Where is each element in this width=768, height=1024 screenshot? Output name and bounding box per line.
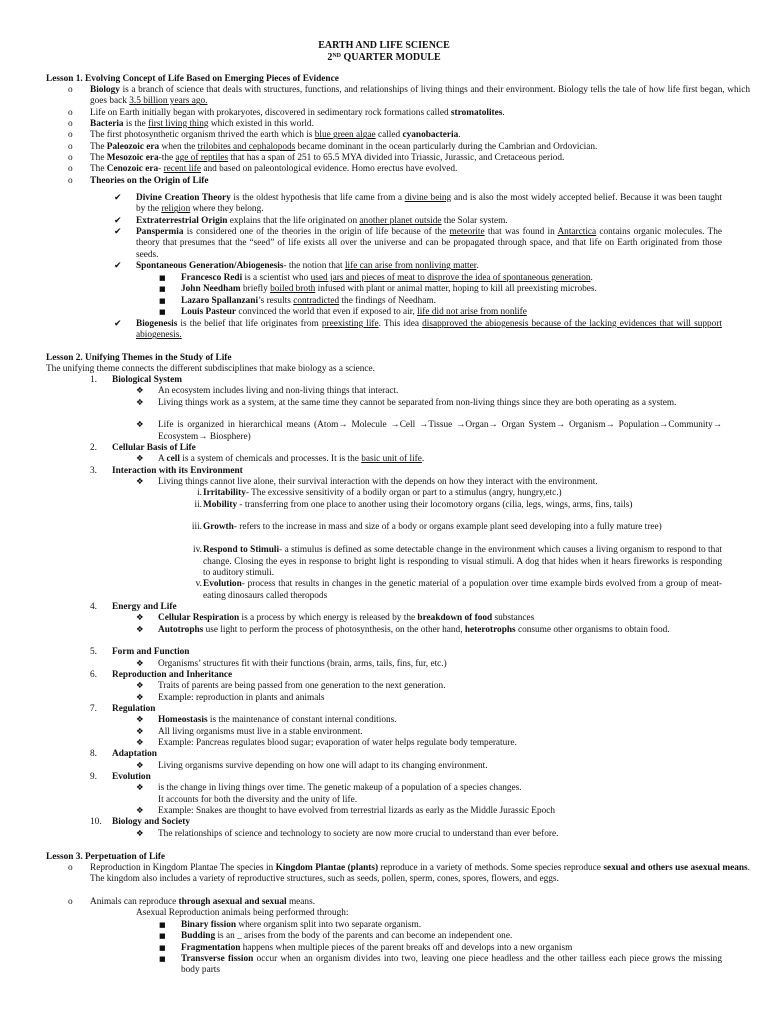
list-item: ❖ Cellular Respiration is a process by which energy is released by the breakdown of food substances: [136, 613, 535, 624]
list-item: [68, 85, 750, 108]
list-item: ❖ Living things work as a system, at the same time they cannot be separated from non-living things since they are both operating as a system.: [136, 397, 677, 408]
list-item: ❖ Living organisms survive depending on how one will adapt to its changing environment.: [136, 760, 488, 771]
list-item-text: Biogenesis is the belief that life originates from preexisting life. This idea disapproved the abiogenesis because of the lacking evidences that will support abiogenesis.: [136, 319, 722, 341]
list-item: ❖ Living things cannot live alone, their survival interaction with the depends on how they interact with the environment.: [136, 477, 598, 488]
list-item: i. Irritability- The excessive sensitivity of a bodily organ or part to a stimulus (angry, hungry,etc.): [197, 488, 562, 499]
list-item: [68, 119, 750, 130]
diamond-bullet-icon: ❖: [136, 613, 144, 624]
list-item: ❖ is the change in living things over time. The genetic makeup of a population of a species changes. It accounts for both the diversity and the unity of life.: [136, 783, 522, 805]
circle-bullet-icon: o: [68, 119, 73, 130]
diamond-bullet-icon: ❖: [136, 681, 144, 692]
theme-heading: 1. Biological System: [90, 375, 182, 385]
lesson2-themes: [90, 375, 750, 840]
list-item: ❖ Autotrophs use light to perform the process of photosynthesis, on the other hand, heterotrophs consume other organisms to obtain food.: [136, 624, 670, 635]
diamond-bullet-icon: ❖: [136, 454, 144, 465]
theme-heading: 6. Reproduction and Inheritance: [90, 669, 233, 680]
diamond-bullet-icon: ❖: [136, 692, 144, 703]
list-item: [159, 273, 722, 284]
list-item-text: The Cenozoic era- recent life and based on paleontological evidence. Homo erectus have evolved.: [90, 164, 458, 175]
circle-bullet-icon: o: [68, 85, 73, 95]
theme-heading: 5. Form and Function: [90, 647, 190, 658]
list-item: ■ Binary fission where organism split into two separate organism.: [159, 920, 422, 930]
circle-bullet-icon: o: [68, 107, 73, 118]
list-item: ❖ The relationships of science and technology to society are now more crucial to understand than ever before.: [136, 828, 559, 839]
theme-heading: 10. Biology and Society: [90, 817, 190, 828]
asexual-intro: Asexual Reproduction animals being performed through:: [136, 908, 349, 919]
list-item: [68, 130, 750, 141]
diamond-bullet-icon: ❖: [136, 386, 144, 397]
checkmark-icon: ✔: [114, 261, 122, 272]
list-item: ■ Fragmentation happens when multiple pieces of the parent breaks off and develops into a new organism: [159, 942, 573, 953]
theories-heading: Theories on the Origin of Life: [90, 175, 209, 186]
biogenesis-item: [114, 319, 722, 342]
list-item-text: Panspermia is considered one of the theories in the origin of life because of the meteorite that was found in Antarctica contains organic molecules. The theory that presumes that the “seed” of life exists all over the universe and can be propagated through space, and that life on Earth originated from those seeds.: [136, 227, 722, 260]
list-item: [114, 227, 722, 261]
square-bullet-icon: ■: [159, 296, 166, 305]
list-item: [68, 164, 750, 175]
list-item: ❖ Organisms’ structures fit with their functions (brain, arms, tails, fins, fur, etc.): [136, 658, 447, 669]
list-item-text: The first photosynthetic organism thrived the earth which is blue green algae called cyanobacteria.: [90, 130, 461, 141]
list-item-text: Lazaro Spallanzani’s results contradicted the findings of Needham.: [181, 295, 436, 306]
list-item: ❖ Traits of parents are being passed from one generation to the next generation.: [136, 681, 446, 692]
list-item: [68, 142, 750, 153]
lesson2-heading: Lesson 2. Unifying Themes in the Study of Life: [46, 353, 232, 363]
list-item: ❖ An ecosystem includes living and non-living things that interact.: [136, 386, 399, 397]
diamond-bullet-icon: ❖: [136, 624, 144, 635]
list-item: [114, 319, 722, 342]
list-item: ❖ Life is organized in hierarchical means (Atom→ Molecule →Cell →Tissue →Organ→ Organ System→ Organism→ Population→Community→ Ecosystem→ Biosphere): [136, 420, 722, 442]
diamond-bullet-icon: ❖: [136, 760, 144, 771]
square-bullet-icon: ■: [159, 274, 166, 282]
diamond-bullet-icon: ❖: [136, 806, 144, 817]
theme-heading: 4. Energy and Life: [90, 601, 177, 612]
diamond-bullet-icon: ❖: [136, 828, 144, 839]
list-item: ❖ All living organisms must live in a stable environment.: [136, 726, 363, 737]
list-item: [114, 261, 722, 272]
square-bullet-icon: ■: [159, 932, 166, 941]
circle-bullet-icon: o: [68, 153, 73, 164]
document-subtitle: 2ND QUARTER MODULE: [327, 52, 441, 63]
diamond-bullet-icon: ❖: [136, 397, 144, 408]
lesson3-list: [68, 863, 750, 920]
diamond-bullet-icon: ❖: [136, 726, 144, 737]
lesson2-intro: The unifying theme connects the different subdisciplines that make biology as a science.: [46, 364, 375, 374]
list-item: ■ Budding is an _ arises from the body of the parents and can become an independent one.: [159, 931, 513, 942]
list-item: ❖ Example: Pancreas regulates blood sugar; evaporation of water helps regulate body temperature.: [136, 738, 517, 749]
list-item: [159, 296, 722, 307]
list-item: iv. Respond to Stimuli- a stimulus is defined as some detectable change in the environment which causes a living organism to respond to that change. Closing the eyes in response to bright light is responding to visual stimuli. A dog that hides when it hears fireworks is responding to auditory stimuli.: [193, 545, 722, 578]
list-item: o Animals can reproduce through asexual and sexual means.: [68, 897, 316, 908]
lesson1-list: [68, 85, 750, 187]
asexual-list: [159, 920, 722, 977]
document-title: EARTH AND LIFE SCIENCE: [318, 40, 450, 51]
list-item-text: The Mesozoic era-the age of reptiles that has a span of 251 to 65.5 MYA divided into Triassic, Jurassic, and Cretaceous period.: [90, 153, 565, 164]
circle-bullet-icon: o: [68, 164, 73, 175]
list-item-text: John Needham briefly boiled broth infused with plant or animal matter, hoping to kill all preexisting microbes.: [181, 284, 597, 295]
lesson1-heading: Lesson 1. Evolving Concept of Life Based on Emerging Pieces of Evidence: [46, 74, 339, 84]
diamond-bullet-icon: ❖: [136, 783, 144, 794]
list-item: ii. Mobility - transferring from one place to another using their locomotory organs (cilia, legs, wings, arms, fins, tails): [194, 499, 633, 510]
diamond-bullet-icon: ❖: [136, 658, 144, 669]
circle-bullet-icon: o: [68, 141, 73, 152]
square-bullet-icon: ■: [159, 955, 166, 964]
square-bullet-icon: ■: [159, 921, 166, 929]
list-item-text: Bacteria is the first living thing which existed in this world.: [90, 119, 314, 130]
square-bullet-icon: ■: [159, 285, 166, 294]
list-item: v. Evolution- process that results in changes in the genetic material of a population over time example birds evolved from a group of meat-eating dinosaurs called theropods: [195, 579, 722, 601]
circle-bullet-icon: o: [68, 130, 73, 141]
theme-heading: 2. Cellular Basis of Life: [90, 443, 196, 454]
list-item-text: Extraterrestrial Origin explains that the life originated on another planet outside the Solar system.: [136, 215, 508, 226]
list-item: [159, 284, 722, 295]
list-item-text: Louis Pasteur convinced the world that even if exposed to air, life did not arise from nonlife: [181, 307, 527, 318]
list-item: ❖ Example: reproduction in plants and animals: [136, 692, 325, 703]
list-item: ❖ Homeostasis is the maintenance of constant internal conditions.: [136, 715, 397, 726]
theme-heading: 9. Evolution: [90, 772, 151, 783]
list-item: ■ Transverse fission occur when an organism divides into two, leaving one piece headless and the other tailless each piece grows the missing body parts: [159, 954, 722, 976]
list-item: ❖ A cell is a system of chemicals and processes. It is the basic unit of life.: [136, 454, 425, 465]
list-item: o Reproduction in Kingdom Plantae The species in Kingdom Plantae (plants) reproduce in a variety of methods. Some species reproduce sexual and others use asexual means. The kingdom also includes a variety of reproductive structures, such as seeds, pollen, sperm, cones, spores, flowers, and eggs.: [68, 863, 750, 885]
diamond-bullet-icon: ❖: [136, 420, 144, 431]
theme-heading: 8. Adaptation: [90, 749, 157, 760]
list-item: iii. Growth- refers to the increase in mass and size of a body or organs example plant seed developing into a fully mature tree): [191, 522, 662, 533]
list-item: [159, 307, 722, 318]
list-item: ❖ Example: Snakes are thought to have evolved from terrestrial lizards as early as the Middle Jurassic Epoch: [136, 806, 556, 817]
diamond-bullet-icon: ❖: [136, 715, 144, 726]
diamond-bullet-icon: ❖: [136, 738, 144, 749]
list-item-text: Francesco Redi is a scientist who used jars and pieces of meat to disprove the idea of spontaneous generation.: [181, 273, 593, 283]
list-item: [114, 216, 722, 227]
circle-bullet-icon: o: [68, 897, 73, 908]
list-item: [68, 153, 750, 164]
scientists-list: [159, 273, 722, 318]
checkmark-icon: ✔: [114, 227, 122, 238]
list-item: [68, 108, 750, 119]
checkmark-icon: ✔: [114, 215, 122, 226]
circle-bullet-icon: o: [68, 175, 73, 186]
lesson3-heading: Lesson 3. Perpetuation of Life: [46, 852, 166, 862]
list-item-text: Life on Earth initially began with prokaryotes, discovered in sedimentary rock formations called stromatolites.: [90, 107, 505, 118]
list-item-text: Spontaneous Generation/Abiogenesis- the notion that life can arise from nonliving matter.: [136, 261, 479, 272]
theme-heading: 3. Interaction with its Environment: [90, 465, 243, 476]
list-item-text: Divine Creation Theory is the oldest hypothesis that life came from a divine being and is also the most widely accepted belief. Because it was been taught by the religion where they belong.: [136, 193, 723, 215]
circle-bullet-icon: o: [68, 863, 73, 873]
list-item: [114, 193, 722, 216]
square-bullet-icon: ■: [159, 943, 166, 952]
square-bullet-icon: ■: [159, 308, 166, 317]
checkmark-icon: ✔: [114, 319, 122, 329]
diamond-bullet-icon: ❖: [136, 477, 144, 488]
list-item: [68, 176, 750, 187]
checkmark-icon: ✔: [114, 193, 122, 203]
list-item-text: Biology is a branch of science that deals with structures, functions, and relationships of living things and their environment. Biology tells the tale of how life first began, which goes back 3.5 billion years ago.: [90, 85, 750, 107]
list-item-text: The Paleozoic era when the trilobites and cephalopods became dominant in the ocean particularly during the Cambrian and Ordovician.: [90, 141, 598, 152]
theme-heading: 7. Regulation: [90, 703, 156, 714]
theories-list: [114, 193, 722, 272]
